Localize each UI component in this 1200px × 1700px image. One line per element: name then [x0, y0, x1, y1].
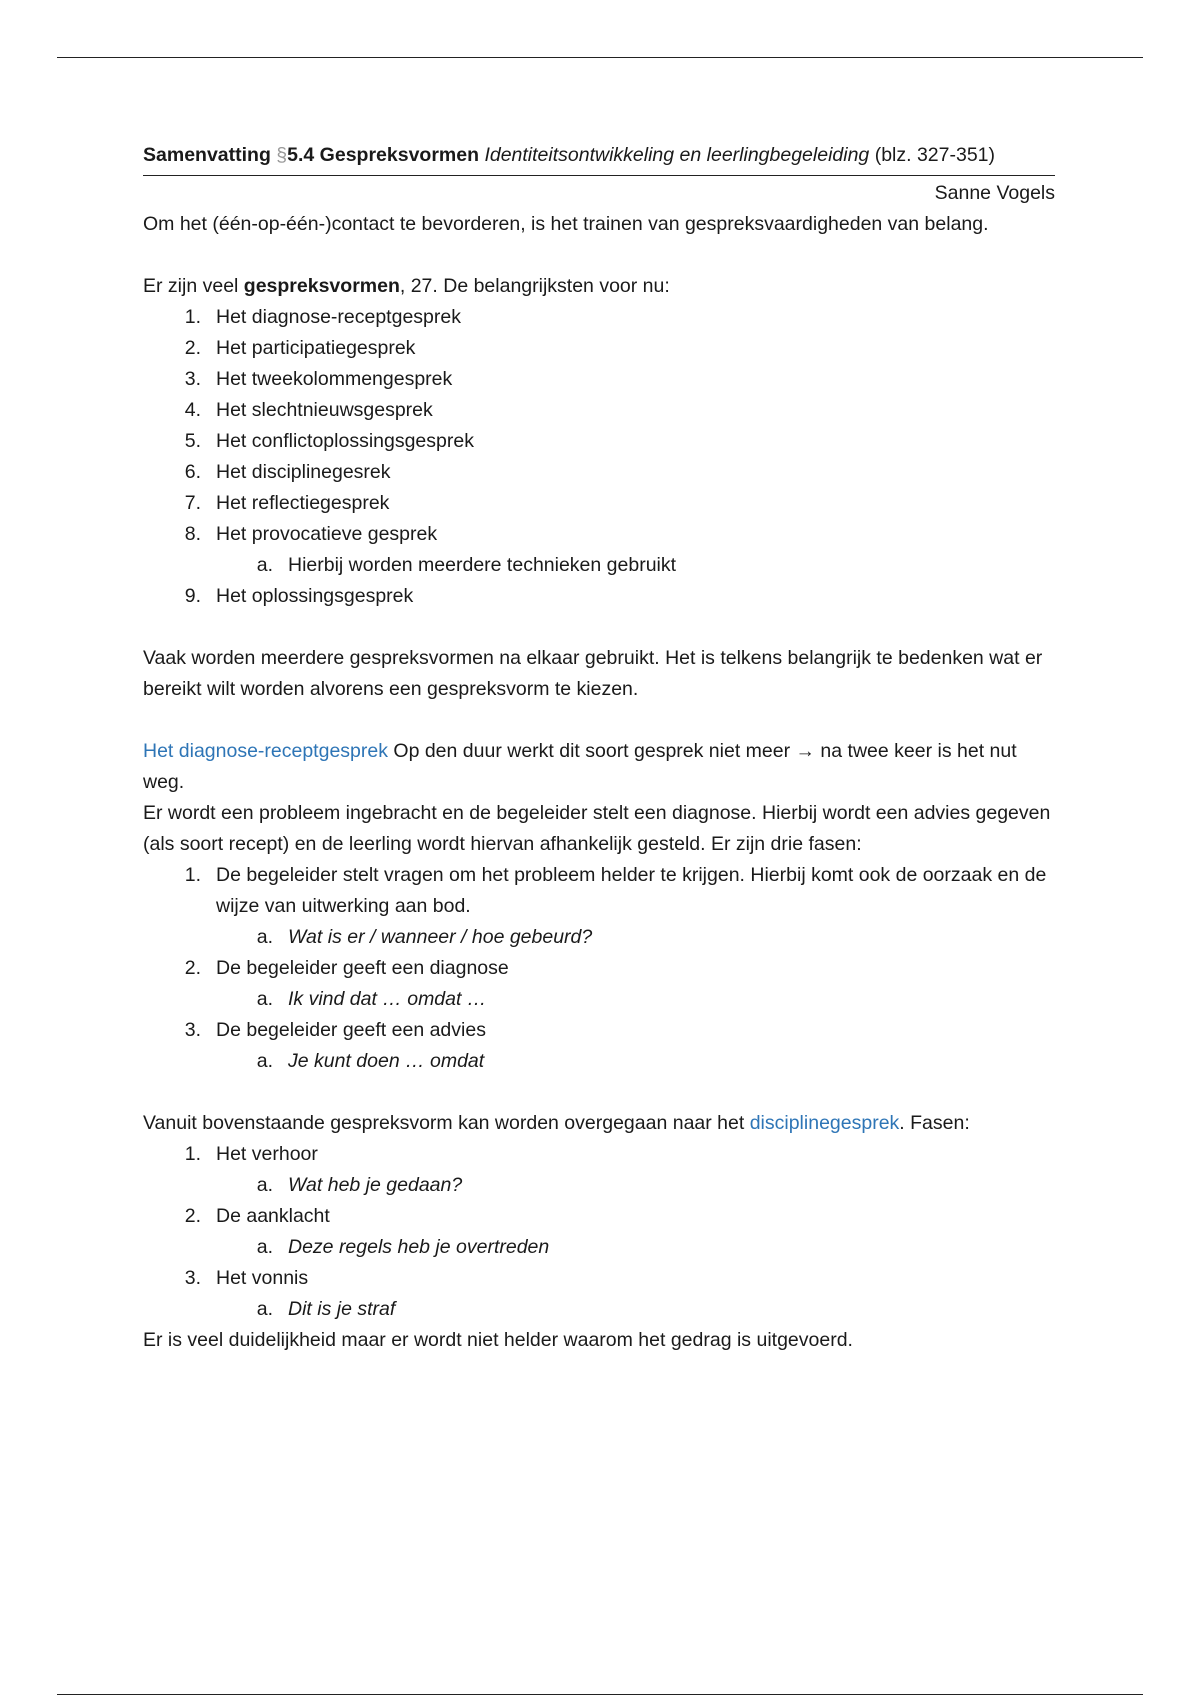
list-item: 8. Het provocatieve gesprek — [184, 523, 438, 545]
discipline-conclusion: Er is veel duidelijkheid maar er wordt niet helder waarom het gedrag is uitgevoerd. — [143, 1329, 853, 1351]
document-page — [143, 140, 1055, 1356]
combine-paragraph: Vaak worden meerdere gespreksvormen na elkaar gebruikt. Het is telkens belangrijk te bedenken wat er bereikt wilt worden alvorens een gespreksvorm te kiezen. — [143, 647, 1043, 700]
sub-list-item: a. Ik vind dat … omdat … — [256, 988, 487, 1010]
list-item: 2. Het participatiegesprek — [184, 337, 416, 359]
list-item: 1. Het verhoor — [184, 1143, 318, 1165]
diagnose-term: Het diagnose-receptgesprek — [143, 740, 388, 762]
intro-paragraph: Om het (één-op-één-)contact te bevorderen, is het trainen van gespreksvaardigheden van belang. — [143, 213, 989, 235]
sub-list-item: a. Wat heb je gedaan? — [256, 1174, 463, 1196]
list-item: 6. Het disciplinegesrek — [184, 461, 391, 483]
title-bold: Samenvatting — [143, 144, 277, 166]
document-heading — [143, 140, 1055, 176]
top-rule — [57, 57, 1143, 58]
diagnose-heading-paragraph: Het diagnose-receptgesprek Op den duur werkt dit soort gesprek niet meer → na twee keer is het nut weg. — [143, 740, 1017, 793]
diagnose-paragraph: Er wordt een probleem ingebracht en de begeleider stelt een diagnose. Hierbij wordt een advies gegeven (als soort recept) en de leerling wordt hiervan afhankelijk gesteld. Er zijn drie fasen: — [143, 802, 1051, 855]
book-title: Identiteitsontwikkeling en leerlingbegeleiding — [484, 144, 870, 166]
section-title: 5.4 Gespreksvormen — [287, 144, 480, 166]
bottom-rule — [57, 1694, 1143, 1695]
author-name: Sanne Vogels — [934, 182, 1055, 204]
sub-list-item: a. Wat is er / wanneer / hoe gebeurd? — [256, 926, 593, 948]
list-item: 1. Het diagnose-receptgesprek — [184, 306, 461, 328]
diagnose-phases — [143, 860, 1055, 1077]
list-item: 5. Het conflictoplossingsgesprek — [184, 430, 474, 452]
forms-intro: Er zijn veel gespreksvormen, 27. De belangrijksten voor nu: — [143, 275, 670, 297]
list-item: 2. De aanklacht — [184, 1205, 330, 1227]
arrow-icon: → — [795, 740, 816, 762]
sub-list-item: a. Deze regels heb je overtreden — [256, 1236, 550, 1258]
discipline-intro: Vanuit bovenstaande gespreksvorm kan worden overgegaan naar het disciplinegesprek. Fasen: — [143, 1112, 970, 1134]
list-item: 4. Het slechtnieuwsgesprek — [184, 399, 433, 421]
sub-list-item: a. Dit is je straf — [256, 1298, 396, 1320]
list-item: 2. De begeleider geeft een diagnose — [184, 957, 509, 979]
forms-list — [143, 302, 1055, 612]
section-sign: § — [276, 144, 288, 166]
list-item: 1. De begeleider stelt vragen om het probleem helder te krijgen. Hierbij komt ook de oorzaak en de wijze van uitwerking aan bod. — [184, 864, 1047, 917]
discipline-term: disciplinegesprek — [749, 1112, 900, 1134]
list-item: 3. Het vonnis — [184, 1267, 309, 1289]
list-item: 7. Het reflectiegesprek — [184, 492, 390, 514]
list-item: 9. Het oplossingsgesprek — [184, 585, 414, 607]
sub-list-item: a. Je kunt doen … omdat — [256, 1050, 485, 1072]
list-item: 3. De begeleider geeft een advies — [184, 1019, 486, 1041]
list-item: 3. Het tweekolommengesprek — [184, 368, 453, 390]
discipline-phases — [143, 1139, 1055, 1325]
sub-list-item: a. Hierbij worden meerdere technieken gebruikt — [256, 554, 677, 576]
page-range: (blz. 327-351) — [874, 144, 996, 166]
